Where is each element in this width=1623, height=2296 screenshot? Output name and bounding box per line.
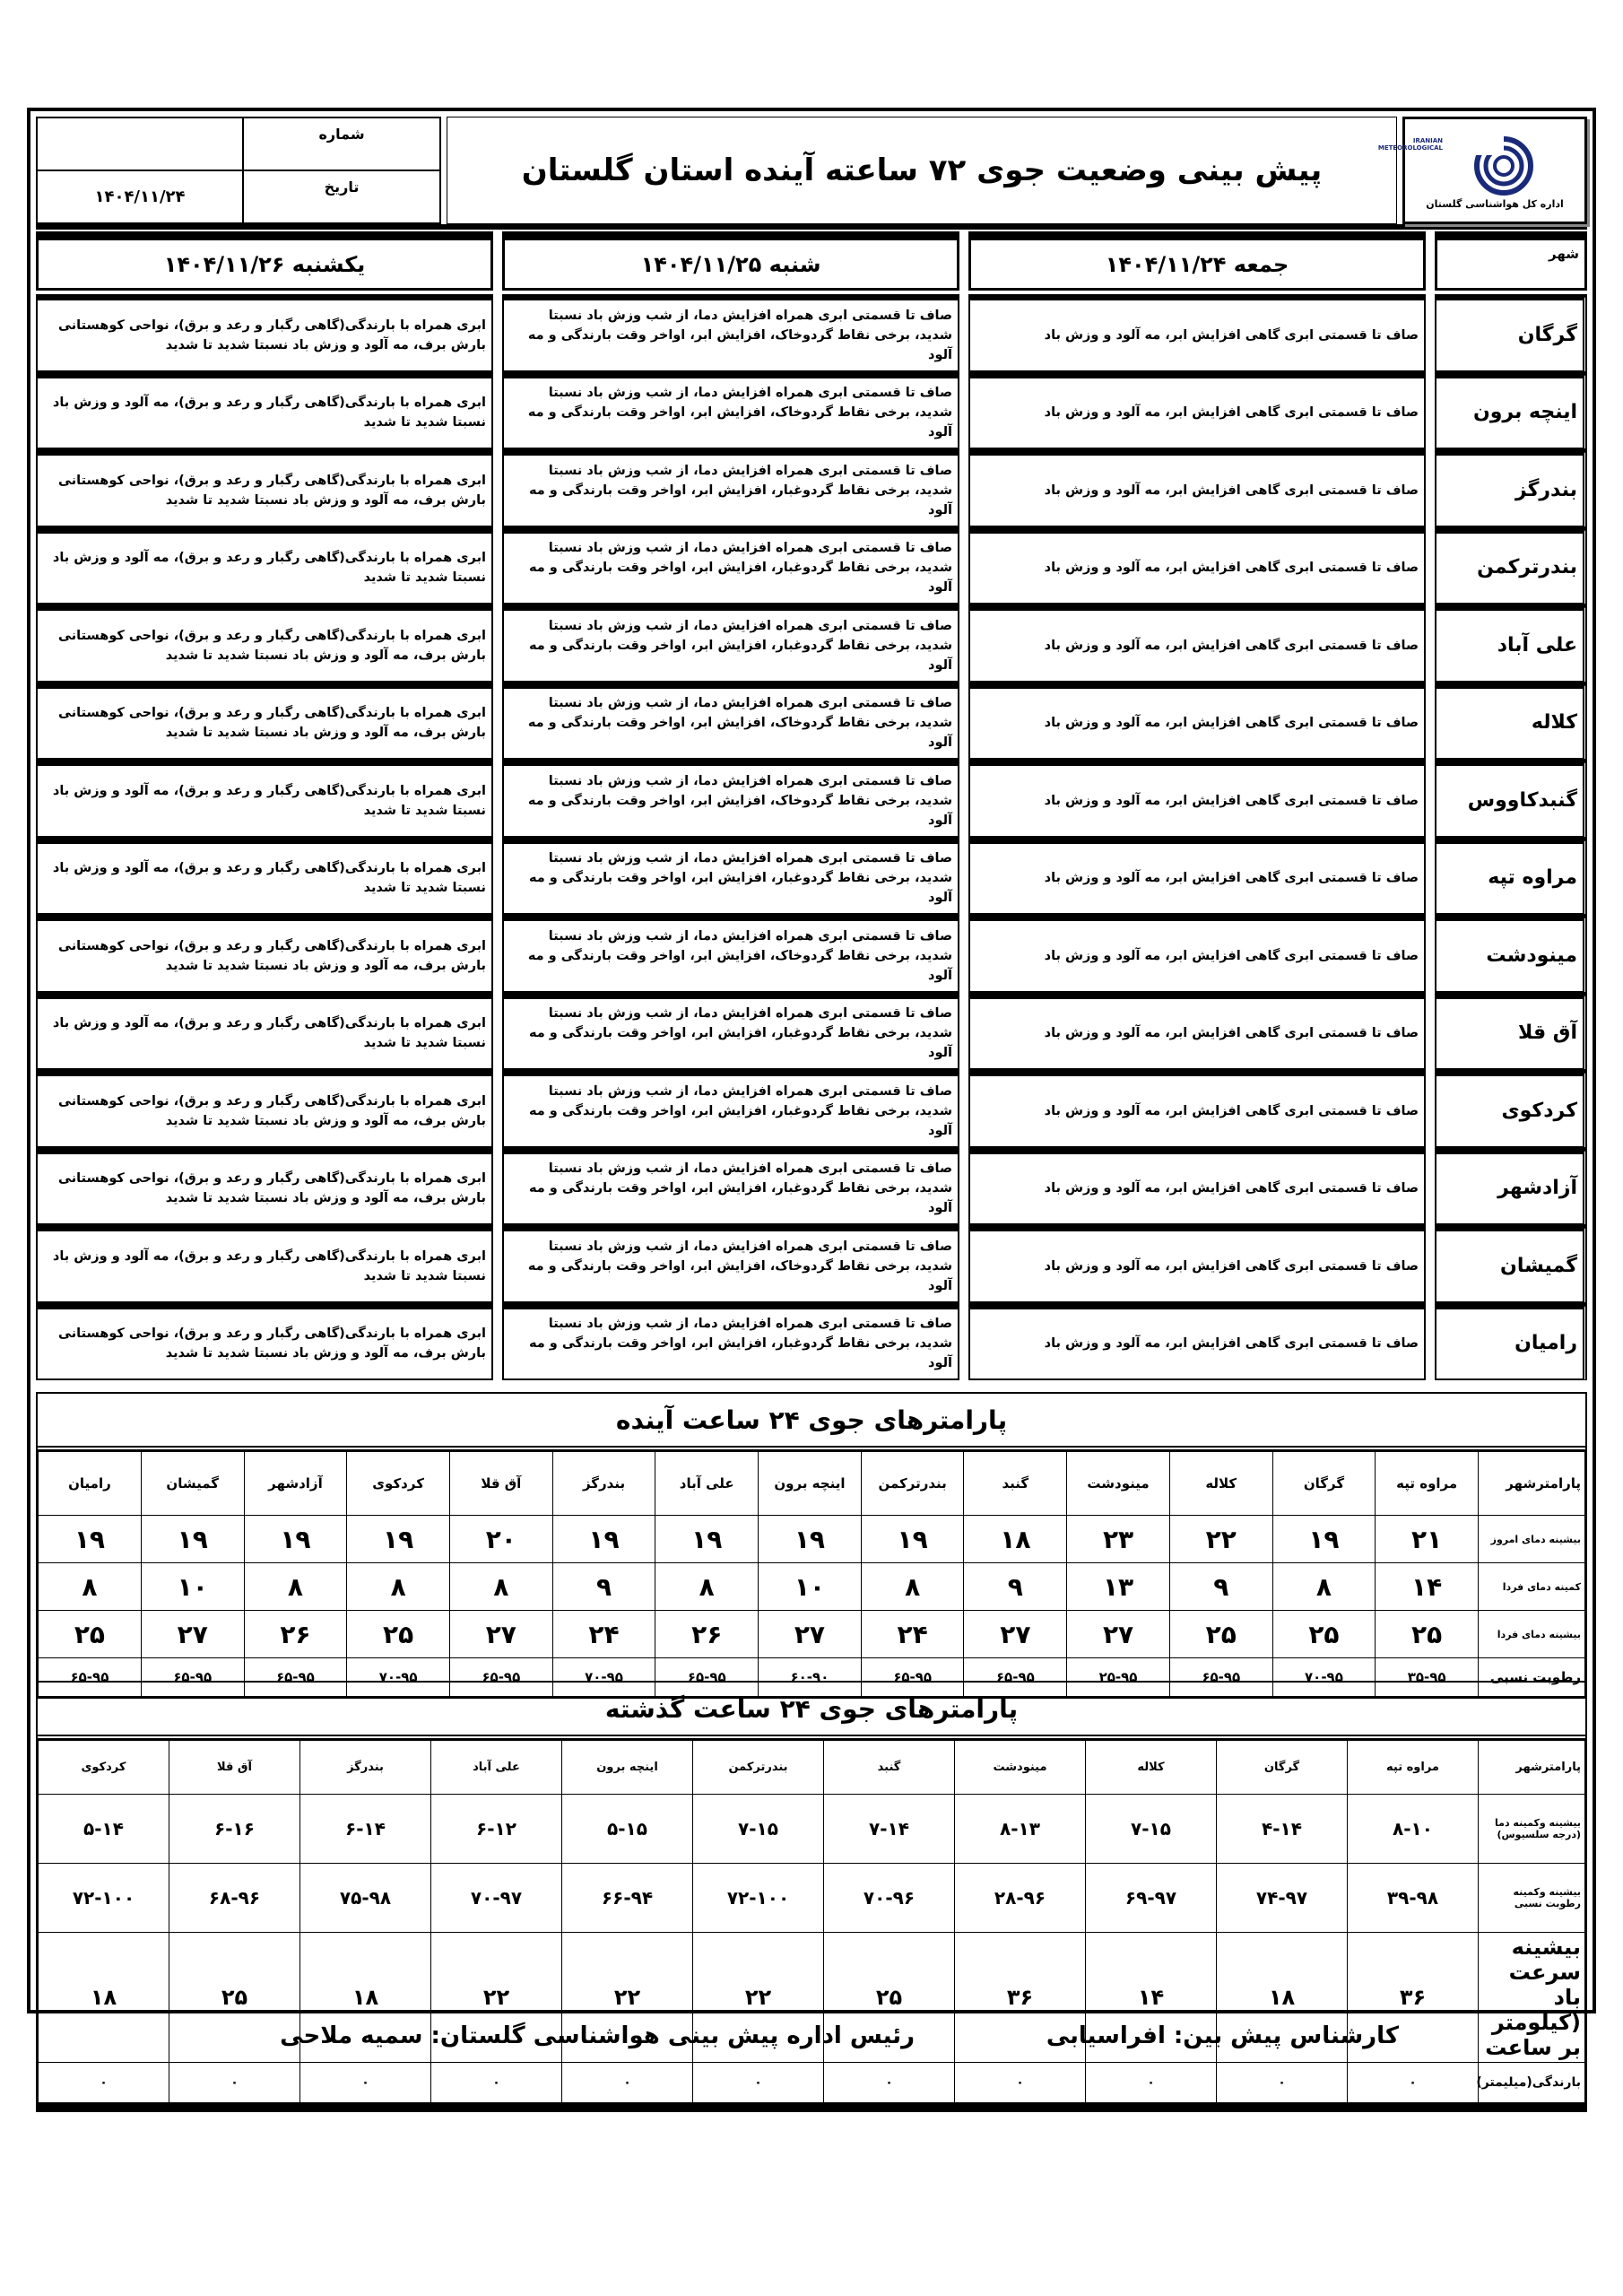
forecast-friday: صاف تا قسمتی ابری گاهی افزایش ابر، مه آلود و وزش باد bbox=[968, 993, 1426, 1071]
forecast-saturday: صاف تا قسمتی ابری همراه افزایش دما، از شب وزش باد نسبتا شدید، برخی نقاط گردوغبار، افزایش ابر، اواخر وقت بارندگی و مه آلود bbox=[502, 449, 959, 527]
forecast-sunday: ابری همراه با بارندگی(گاهی رگبار و رعد و برق)، مه آلود و وزش باد نسبتا شدید تا شدید bbox=[36, 1225, 493, 1303]
parameter-value: ۶۵-۹۵ bbox=[449, 1658, 552, 1697]
parameter-value: ۸ bbox=[861, 1563, 964, 1611]
parameter-value: ۳۶ bbox=[955, 1933, 1086, 2063]
parameter-value: ۶۹-۹۷ bbox=[1086, 1864, 1217, 1933]
forecast-row bbox=[36, 1148, 1587, 1226]
table-row bbox=[39, 1563, 1585, 1611]
corner-label: پارامترشهر bbox=[1479, 1452, 1585, 1516]
parameter-value: ۲۵ bbox=[1169, 1611, 1272, 1658]
parameter-value: ۱۸ bbox=[39, 1933, 169, 2063]
parameter-value: ۰ bbox=[300, 2063, 431, 2103]
parameter-value: ۲۵-۹۵ bbox=[1067, 1658, 1170, 1697]
forecast-row bbox=[36, 1225, 1587, 1303]
parameter-value: ۶-۱۶ bbox=[169, 1795, 300, 1864]
parameter-value: ۲۲ bbox=[693, 1933, 824, 2063]
parameter-value: ۱۹ bbox=[244, 1516, 347, 1563]
city-name: مینودشت bbox=[1435, 915, 1587, 993]
table-row bbox=[39, 1795, 1585, 1864]
parameter-value: ۶-۱۲ bbox=[431, 1795, 562, 1864]
forecast-row bbox=[36, 760, 1587, 838]
parameter-value: ۷۰-۹۶ bbox=[824, 1864, 955, 1933]
parameter-value: ۱۹ bbox=[552, 1516, 655, 1563]
city-header: مراوه تپه bbox=[1376, 1452, 1479, 1516]
parameter-value: ۰ bbox=[693, 2063, 824, 2103]
svg-text:METEOROLOGICAL: METEOROLOGICAL bbox=[1377, 144, 1443, 152]
city-header: آق قلا bbox=[449, 1452, 552, 1516]
parameter-label: بیشینه سرعت باد (کیلومتر بر ساعت bbox=[1479, 1933, 1585, 2063]
document-meta bbox=[36, 117, 441, 224]
parameter-label: بیشینه دمای امروز bbox=[1479, 1516, 1585, 1563]
parameter-label: بیشینه وکمینه دما (درجه سلسیوس) bbox=[1479, 1795, 1585, 1864]
parameter-value: ۲۰ bbox=[449, 1516, 552, 1563]
forecast-friday: صاف تا قسمتی ابری گاهی افزایش ابر، مه آلود و وزش باد bbox=[968, 1070, 1426, 1148]
forecast-friday: صاف تا قسمتی ابری گاهی افزایش ابر، مه آلود و وزش باد bbox=[968, 449, 1426, 527]
page-title: پیش بینی وضعیت جوی ۷۲ ساعته آینده استان گلستان bbox=[447, 117, 1397, 224]
parameter-value: ۲۵ bbox=[347, 1611, 450, 1658]
parameter-value: ۸ bbox=[244, 1563, 347, 1611]
parameter-value: ۲۷ bbox=[449, 1611, 552, 1658]
forecast-saturday: صاف تا قسمتی ابری همراه افزایش دما، از شب وزش باد نسبتا شدید، برخی نقاط گردوغبار، افزایش ابر، اواخر وقت بارندگی و مه آلود bbox=[502, 604, 959, 683]
parameter-value: ۲۵ bbox=[1272, 1611, 1376, 1658]
parameter-value: ۷۰-۹۵ bbox=[552, 1658, 655, 1697]
parameter-value: ۹ bbox=[552, 1563, 655, 1611]
parameter-label: رطوبت نسبی bbox=[1479, 1658, 1585, 1697]
parameter-value: ۰ bbox=[169, 2063, 300, 2103]
city-name: بندرگز bbox=[1435, 449, 1587, 527]
forecast-friday: صاف تا قسمتی ابری گاهی افزایش ابر، مه آلود و وزش باد bbox=[968, 838, 1426, 916]
parameter-value: ۵-۱۵ bbox=[562, 1795, 693, 1864]
parameter-value: ۶۵-۹۵ bbox=[244, 1658, 347, 1697]
forecast-row bbox=[36, 372, 1587, 450]
parameter-value: ۲۶ bbox=[244, 1611, 347, 1658]
city-name: کردکوی bbox=[1435, 1070, 1587, 1148]
header-row bbox=[39, 1741, 1585, 1795]
forecast-saturday: صاف تا قسمتی ابری همراه افزایش دما، از شب وزش باد نسبتا شدید، برخی نقاط گردوخاک، افزایش ابر، اواخر وقت بارندگی و مه آلود bbox=[502, 372, 959, 450]
parameter-value: ۲۵ bbox=[824, 1933, 955, 2063]
parameter-value: ۱۳ bbox=[1067, 1563, 1170, 1611]
parameter-value: ۶۸-۹۶ bbox=[169, 1864, 300, 1933]
parameter-value: ۲۵ bbox=[39, 1611, 142, 1658]
city-header: بندرگز bbox=[552, 1452, 655, 1516]
forecast-friday: صاف تا قسمتی ابری گاهی افزایش ابر، مه آلود و وزش باد bbox=[968, 1303, 1426, 1381]
forecast-row bbox=[36, 838, 1587, 916]
forecast-friday: صاف تا قسمتی ابری گاهی افزایش ابر، مه آلود و وزش باد bbox=[968, 527, 1426, 605]
parameter-value: ۱۹ bbox=[39, 1516, 142, 1563]
city-header: کردکوی bbox=[39, 1741, 169, 1795]
parameter-value: ۱۹ bbox=[347, 1516, 450, 1563]
forecast-saturday: صاف تا قسمتی ابری همراه افزایش دما، از شب وزش باد نسبتا شدید، برخی نقاط گردوغبار، افزایش ابر، اواخر وقت بارندگی و مه آلود bbox=[502, 838, 959, 916]
number-label: شماره bbox=[243, 117, 440, 170]
forecast-sunday: ابری همراه با بارندگی(گاهی رگبار و رعد و برق)، مه آلود و وزش باد نسبتا شدید تا شدید bbox=[36, 527, 493, 605]
city-header: بندرترکمن bbox=[693, 1741, 824, 1795]
header-row bbox=[39, 1452, 1585, 1516]
parameter-value: ۲۶ bbox=[655, 1611, 759, 1658]
parameter-value: ۲۲ bbox=[1169, 1516, 1272, 1563]
corner-label: پارامترشهر bbox=[1479, 1741, 1585, 1795]
parameter-value: ۷۵-۹۸ bbox=[300, 1864, 431, 1933]
city-header: گرگان bbox=[1217, 1741, 1348, 1795]
parameter-value: ۷۲-۱۰۰ bbox=[693, 1864, 824, 1933]
parameter-value: ۸ bbox=[347, 1563, 450, 1611]
next24-table bbox=[38, 1451, 1585, 1697]
past24-title: پارامترهای جوی ۲۴ ساعت گذشته bbox=[38, 1683, 1585, 1740]
city-header: آزادشهر bbox=[244, 1452, 347, 1516]
parameter-value: ۲۷ bbox=[1067, 1611, 1170, 1658]
parameter-value: ۰ bbox=[1217, 2063, 1348, 2103]
parameter-value: ۸ bbox=[655, 1563, 759, 1611]
parameter-value: ۷۴-۹۷ bbox=[1217, 1864, 1348, 1933]
number-value bbox=[37, 117, 243, 170]
parameter-value: ۱۸ bbox=[964, 1516, 1067, 1563]
parameter-value: ۰ bbox=[431, 2063, 562, 2103]
city-name: بندرترکمن bbox=[1435, 527, 1587, 605]
parameter-value: ۰ bbox=[1086, 2063, 1217, 2103]
header bbox=[36, 117, 1587, 230]
forecast-sunday: ابری همراه با بارندگی(گاهی رگبار و رعد و برق)، مه آلود و وزش باد نسبتا شدید تا شدید bbox=[36, 993, 493, 1071]
parameter-value: ۲۷ bbox=[759, 1611, 862, 1658]
forecast-row bbox=[36, 915, 1587, 993]
parameter-value: ۷-۱۴ bbox=[824, 1795, 955, 1864]
parameter-value: ۰ bbox=[562, 2063, 693, 2103]
forecast-friday: صاف تا قسمتی ابری گاهی افزایش ابر، مه آلود و وزش باد bbox=[968, 683, 1426, 761]
parameter-value: ۲۷ bbox=[141, 1611, 244, 1658]
parameter-value: ۶۰-۹۰ bbox=[759, 1658, 862, 1697]
city-name: کلاله bbox=[1435, 683, 1587, 761]
forecast-row bbox=[36, 1070, 1587, 1148]
parameter-value: ۲۴ bbox=[552, 1611, 655, 1658]
city-name: گنبدکاووس bbox=[1435, 760, 1587, 838]
city-header: گمیشان bbox=[141, 1452, 244, 1516]
parameter-value: ۱۰ bbox=[759, 1563, 862, 1611]
parameter-value: ۳۵-۹۵ bbox=[1376, 1658, 1479, 1697]
city-header: علی آباد bbox=[655, 1452, 759, 1516]
city-header: آق قلا bbox=[169, 1741, 300, 1795]
parameter-value: ۲۸-۹۶ bbox=[955, 1864, 1086, 1933]
meteorological-organization-logo-icon bbox=[1377, 132, 1549, 195]
parameter-value: ۲۲ bbox=[562, 1933, 693, 2063]
parameter-value: ۰ bbox=[824, 2063, 955, 2103]
city-column-header: شهر bbox=[1435, 231, 1587, 291]
forecast-saturday: صاف تا قسمتی ابری همراه افزایش دما، از شب وزش باد نسبتا شدید، برخی نقاط گردوخاک، افزایش ابر، اواخر وقت بارندگی و مه آلود bbox=[502, 294, 959, 372]
table-row bbox=[39, 2063, 1585, 2103]
parameter-value: ۷۲-۱۰۰ bbox=[39, 1864, 169, 1933]
parameter-value: ۹ bbox=[1169, 1563, 1272, 1611]
forecast-table bbox=[36, 294, 1587, 1380]
forecast-friday: صاف تا قسمتی ابری گاهی افزایش ابر، مه آلود و وزش باد bbox=[968, 604, 1426, 683]
city-header: اینچه برون bbox=[759, 1452, 862, 1516]
next24-section bbox=[36, 1392, 1587, 1699]
parameter-value: ۸-۱۳ bbox=[955, 1795, 1086, 1864]
city-header: رامیان bbox=[39, 1452, 142, 1516]
city-name: رامیان bbox=[1435, 1303, 1587, 1381]
logo bbox=[1377, 117, 1587, 224]
city-name: اینچه برون bbox=[1435, 372, 1587, 450]
parameter-value: ۷۰-۹۵ bbox=[347, 1658, 450, 1697]
forecast-sunday: ابری همراه با بارندگی(گاهی رگبار و رعد و برق)، نواحی کوهستانی بارش برف، مه آلود و وزش باد نسبتا شدید تا شدید bbox=[36, 683, 493, 761]
parameter-value: ۲۷ bbox=[964, 1611, 1067, 1658]
table-row bbox=[39, 1516, 1585, 1563]
parameter-value: ۶۵-۹۵ bbox=[861, 1658, 964, 1697]
city-header: کردکوی bbox=[347, 1452, 450, 1516]
day-header-friday: جمعه ۱۴۰۴/۱۱/۲۴ bbox=[968, 231, 1426, 291]
parameter-value: ۰ bbox=[39, 2063, 169, 2103]
city-name: گرگان bbox=[1435, 294, 1587, 372]
city-header: کلاله bbox=[1169, 1452, 1272, 1516]
forecast-sunday: ابری همراه با بارندگی(گاهی رگبار و رعد و برق)، نواحی کوهستانی بارش برف، مه آلود و وزش باد نسبتا شدید تا شدید bbox=[36, 294, 493, 372]
forecast-saturday: صاف تا قسمتی ابری همراه افزایش دما، از شب وزش باد نسبتا شدید، برخی نقاط گردوغبار، افزایش ابر، اواخر وقت بارندگی و مه آلود bbox=[502, 1148, 959, 1226]
forecast-friday: صاف تا قسمتی ابری گاهی افزایش ابر، مه آلود و وزش باد bbox=[968, 760, 1426, 838]
forecast-saturday: صاف تا قسمتی ابری همراه افزایش دما، از شب وزش باد نسبتا شدید، برخی نقاط گردوخاک، افزایش ابر، اواخر وقت بارندگی و مه آلود bbox=[502, 760, 959, 838]
parameter-value: ۲۵ bbox=[169, 1933, 300, 2063]
forecast-row bbox=[36, 1303, 1587, 1381]
forecast-sunday: ابری همراه با بارندگی(گاهی رگبار و رعد و برق)، مه آلود و وزش باد نسبتا شدید تا شدید bbox=[36, 372, 493, 450]
city-header: بندرگز bbox=[300, 1741, 431, 1795]
forecast-friday: صاف تا قسمتی ابری گاهی افزایش ابر، مه آلود و وزش باد bbox=[968, 372, 1426, 450]
parameter-value: ۷۰-۹۷ bbox=[431, 1864, 562, 1933]
parameter-label: بیشینه وکمینه رطوبت نسبی bbox=[1479, 1864, 1585, 1933]
parameter-label: بارندگی(میلیمتر) bbox=[1479, 2063, 1585, 2103]
forecast-sunday: ابری همراه با بارندگی(گاهی رگبار و رعد و برق)، مه آلود و وزش باد نسبتا شدید تا شدید bbox=[36, 838, 493, 916]
forecast-row bbox=[36, 604, 1587, 683]
city-name: مراوه تپه bbox=[1435, 838, 1587, 916]
parameter-value: ۱۴ bbox=[1376, 1563, 1479, 1611]
parameter-label: بیشینه دمای فردا bbox=[1479, 1611, 1585, 1658]
city-header: گنبد bbox=[964, 1452, 1067, 1516]
parameter-value: ۶۵-۹۵ bbox=[141, 1658, 244, 1697]
forecast-friday: صاف تا قسمتی ابری گاهی افزایش ابر، مه آلود و وزش باد bbox=[968, 1148, 1426, 1226]
parameter-value: ۶۵-۹۵ bbox=[39, 1658, 142, 1697]
forecast-row bbox=[36, 449, 1587, 527]
parameter-value: ۰ bbox=[955, 2063, 1086, 2103]
next24-title: پارامترهای جوی ۲۴ ساعت آینده bbox=[38, 1394, 1585, 1451]
city-name: علی آباد bbox=[1435, 604, 1587, 683]
parameter-value: ۶-۱۴ bbox=[300, 1795, 431, 1864]
forecast-saturday: صاف تا قسمتی ابری همراه افزایش دما، از شب وزش باد نسبتا شدید، برخی نقاط گردوغبار، افزایش ابر، اواخر وقت بارندگی و مه آلود bbox=[502, 1070, 959, 1148]
parameter-value: ۱۹ bbox=[861, 1516, 964, 1563]
parameter-value: ۸ bbox=[39, 1563, 142, 1611]
day-header-saturday: شنبه ۱۴۰۴/۱۱/۲۵ bbox=[502, 231, 959, 291]
parameter-value: ۰ bbox=[1348, 2063, 1479, 2103]
day-header-sunday: یکشنبه ۱۴۰۴/۱۱/۲۶ bbox=[36, 231, 493, 291]
parameter-value: ۷-۱۵ bbox=[693, 1795, 824, 1864]
city-header: اینچه برون bbox=[562, 1741, 693, 1795]
forecast-friday: صاف تا قسمتی ابری گاهی افزایش ابر، مه آلود و وزش باد bbox=[968, 294, 1426, 372]
forecast-sunday: ابری همراه با بارندگی(گاهی رگبار و رعد و برق)، نواحی کوهستانی بارش برف، مه آلود و وزش باد نسبتا شدید تا شدید bbox=[36, 1148, 493, 1226]
office-head-name: رئیس اداره پیش بینی هواشناسی گلستان: سمیه ملاحی bbox=[280, 2022, 915, 2049]
forecast-row bbox=[36, 527, 1587, 605]
parameter-value: ۱۸ bbox=[1217, 1933, 1348, 2063]
forecast-saturday: صاف تا قسمتی ابری همراه افزایش دما، از شب وزش باد نسبتا شدید، برخی نقاط گردوخاک، افزایش ابر، اواخر وقت بارندگی و مه آلود bbox=[502, 683, 959, 761]
day-headers bbox=[36, 231, 1587, 291]
parameter-value: ۱۹ bbox=[655, 1516, 759, 1563]
forecast-saturday: صاف تا قسمتی ابری همراه افزایش دما، از شب وزش باد نسبتا شدید، برخی نقاط گردوغبار، افزایش ابر، اواخر وقت بارندگی و مه آلود bbox=[502, 993, 959, 1071]
parameter-value: ۷۰-۹۵ bbox=[1272, 1658, 1376, 1697]
parameter-value: ۱۰ bbox=[141, 1563, 244, 1611]
parameter-value: ۷-۱۵ bbox=[1086, 1795, 1217, 1864]
forecast-sunday: ابری همراه با بارندگی(گاهی رگبار و رعد و برق)، مه آلود و وزش باد نسبتا شدید تا شدید bbox=[36, 760, 493, 838]
forecaster-name: کارشناس پیش بین: افراسیابی bbox=[1046, 2022, 1399, 2049]
forecast-sunday: ابری همراه با بارندگی(گاهی رگبار و رعد و برق)، نواحی کوهستانی بارش برف، مه آلود و وزش باد نسبتا شدید تا شدید bbox=[36, 604, 493, 683]
parameter-value: ۶۵-۹۵ bbox=[964, 1658, 1067, 1697]
parameter-value: ۹ bbox=[964, 1563, 1067, 1611]
parameter-value: ۸ bbox=[1272, 1563, 1376, 1611]
forecast-row bbox=[36, 683, 1587, 761]
forecast-saturday: صاف تا قسمتی ابری همراه افزایش دما، از شب وزش باد نسبتا شدید، برخی نقاط گردوخاک، افزایش ابر، اواخر وقت بارندگی و مه آلود bbox=[502, 1225, 959, 1303]
parameter-value: ۲۲ bbox=[431, 1933, 562, 2063]
forecast-row bbox=[36, 294, 1587, 372]
svg-text:IRANIAN: IRANIAN bbox=[1412, 136, 1443, 144]
forecast-sunday: ابری همراه با بارندگی(گاهی رگبار و رعد و برق)، نواحی کوهستانی بارش برف، مه آلود و وزش باد نسبتا شدید تا شدید bbox=[36, 449, 493, 527]
city-header: علی آباد bbox=[431, 1741, 562, 1795]
parameter-value: ۲۱ bbox=[1376, 1516, 1479, 1563]
date-label: تاریخ bbox=[243, 170, 440, 223]
city-name: آزادشهر bbox=[1435, 1148, 1587, 1226]
forecast-friday: صاف تا قسمتی ابری گاهی افزایش ابر، مه آلود و وزش باد bbox=[968, 1225, 1426, 1303]
forecast-sunday: ابری همراه با بارندگی(گاهی رگبار و رعد و برق)، نواحی کوهستانی بارش برف، مه آلود و وزش باد نسبتا شدید تا شدید bbox=[36, 1303, 493, 1381]
forecast-saturday: صاف تا قسمتی ابری همراه افزایش دما، از شب وزش باد نسبتا شدید، برخی نقاط گردوغبار، افزایش ابر، اواخر وقت بارندگی و مه آلود bbox=[502, 1303, 959, 1381]
parameter-value: ۶۵-۹۵ bbox=[1169, 1658, 1272, 1697]
forecast-sunday: ابری همراه با بارندگی(گاهی رگبار و رعد و برق)، نواحی کوهستانی بارش برف، مه آلود و وزش باد نسبتا شدید تا شدید bbox=[36, 1070, 493, 1148]
parameter-value: ۸-۱۰ bbox=[1348, 1795, 1479, 1864]
table-row bbox=[39, 1864, 1585, 1933]
forecast-friday: صاف تا قسمتی ابری گاهی افزایش ابر، مه آلود و وزش باد bbox=[968, 915, 1426, 993]
parameter-value: ۱۹ bbox=[759, 1516, 862, 1563]
parameter-value: ۲۴ bbox=[861, 1611, 964, 1658]
city-header: مینودشت bbox=[955, 1741, 1086, 1795]
parameter-value: ۶۶-۹۴ bbox=[562, 1864, 693, 1933]
parameter-value: ۱۸ bbox=[300, 1933, 431, 2063]
city-name: گمیشان bbox=[1435, 1225, 1587, 1303]
parameter-value: ۶۵-۹۵ bbox=[655, 1658, 759, 1697]
city-header: گنبد bbox=[824, 1741, 955, 1795]
parameter-label: کمینه دمای فردا bbox=[1479, 1563, 1585, 1611]
logo-caption: اداره کل هواشناسی گلستان bbox=[1426, 197, 1564, 210]
city-header: گرگان bbox=[1272, 1452, 1376, 1516]
parameter-value: ۵-۱۴ bbox=[39, 1795, 169, 1864]
city-header: بندرترکمن bbox=[861, 1452, 964, 1516]
parameter-value: ۳۶ bbox=[1348, 1933, 1479, 2063]
date-value: ۱۴۰۴/۱۱/۲۴ bbox=[37, 170, 243, 223]
parameter-value: ۴-۱۴ bbox=[1217, 1795, 1348, 1864]
forecast-sunday: ابری همراه با بارندگی(گاهی رگبار و رعد و برق)، نواحی کوهستانی بارش برف، مه آلود و وزش باد نسبتا شدید تا شدید bbox=[36, 915, 493, 993]
parameter-value: ۱۹ bbox=[141, 1516, 244, 1563]
city-header: مراوه تپه bbox=[1348, 1741, 1479, 1795]
parameter-value: ۳۹-۹۸ bbox=[1348, 1864, 1479, 1933]
forecast-saturday: صاف تا قسمتی ابری همراه افزایش دما، از شب وزش باد نسبتا شدید، برخی نقاط گردوخاک، افزایش ابر، اواخر وقت بارندگی و مه آلود bbox=[502, 915, 959, 993]
parameter-value: ۱۹ bbox=[1272, 1516, 1376, 1563]
forecast-row bbox=[36, 993, 1587, 1071]
city-name: آق قلا bbox=[1435, 993, 1587, 1071]
city-header: کلاله bbox=[1086, 1741, 1217, 1795]
forecast-saturday: صاف تا قسمتی ابری همراه افزایش دما، از شب وزش باد نسبتا شدید، برخی نقاط گردوغبار، افزایش ابر، اواخر وقت بارندگی و مه آلود bbox=[502, 527, 959, 605]
parameter-value: ۲۳ bbox=[1067, 1516, 1170, 1563]
city-header: مینودشت bbox=[1067, 1452, 1170, 1516]
parameter-value: ۲۵ bbox=[1376, 1611, 1479, 1658]
table-row bbox=[39, 1611, 1585, 1658]
parameter-value: ۸ bbox=[449, 1563, 552, 1611]
parameter-value: ۱۴ bbox=[1086, 1933, 1217, 2063]
